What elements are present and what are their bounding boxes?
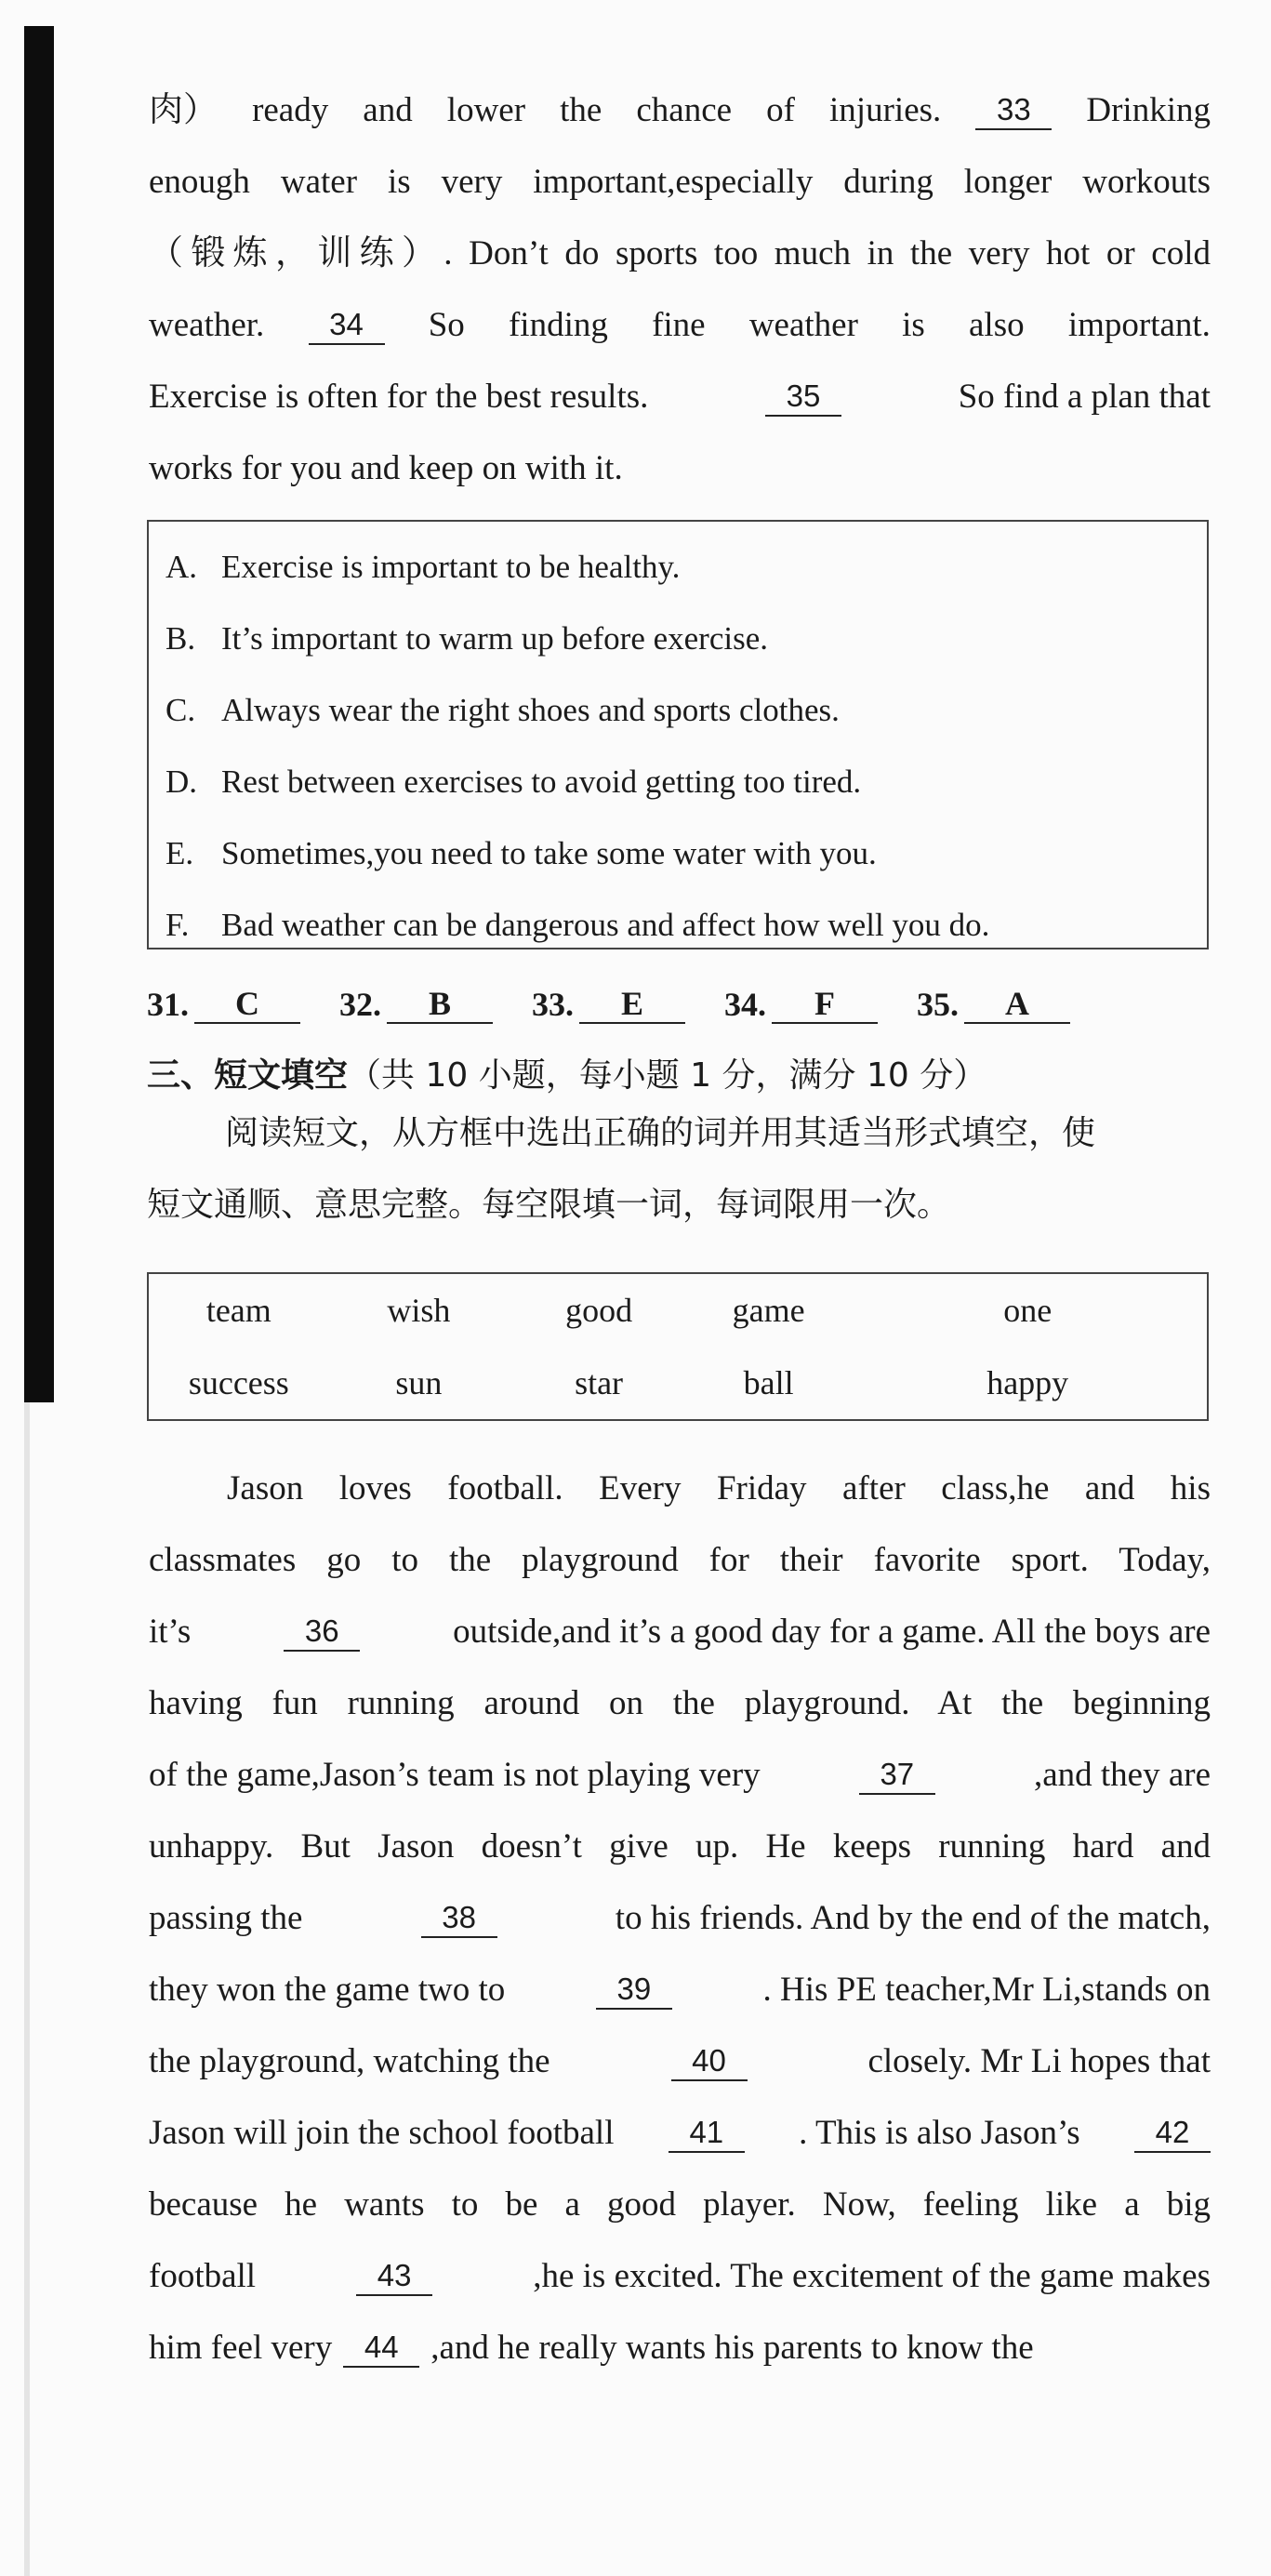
text-segment: lower [446,91,526,129]
passage-1 [149,74,1211,504]
text-segment: football [149,2257,257,2295]
text-segment: passing the [149,1899,303,1937]
answer-value[interactable]: E [579,985,685,1024]
word-bank-word: happy [986,1364,1069,1401]
option-text: Always wear the right shoes and sports clothes. [221,691,840,728]
answer-number: 31. [147,986,189,1023]
text-segment: unhappy. But Jason doesn’t give up. He keeps running hard and [149,1827,1211,1866]
text-line [149,2169,1211,2240]
answer-value[interactable]: C [194,985,300,1024]
text-segment: fine [652,306,706,344]
text-line [149,1739,1211,1811]
option-text: Rest between exercises to avoid getting too tired. [221,763,862,800]
text-segment: 肉） [149,91,218,129]
answer-blank[interactable]: 37 [859,1756,935,1795]
text-line [149,1596,1211,1667]
option-text: Exercise is important to be healthy. [221,548,681,585]
answer-blank[interactable]: 33 [975,91,1052,130]
text-line [149,1811,1211,1882]
text-segment: they won the game two to [149,1971,506,2009]
answer-number: 33. [532,986,574,1023]
text-segment: So find a plan that [958,378,1211,416]
answer-item [724,985,878,1024]
text-segment: ,and they are [1033,1756,1211,1794]
text-segment: the [560,91,602,129]
word-bank-word: one [1003,1292,1053,1329]
text-segment: classmates go to the playground for their favorite sport. Today, [149,1541,1211,1579]
text-segment: outside,and it’s a good day for a game. All the boys are [453,1613,1211,1651]
word-bank-word: ball [743,1364,794,1401]
binding-edge [24,26,54,1402]
binding-shadow [24,1402,30,2576]
option-letter: F. [165,906,190,943]
word-bank-word: game [732,1292,805,1329]
text-segment: ,he is excited. The excitement of the game makes [533,2257,1211,2295]
answer-blank[interactable]: 35 [765,378,841,417]
option-letter: E. [165,834,194,871]
text-line [149,2240,1211,2312]
text-segment: having fun running around on the playground. At the beginning [149,1684,1211,1722]
option-item [149,746,1207,817]
option-letter: C. [165,691,196,728]
word-bank-row [149,1274,1207,1347]
option-item [149,889,1207,961]
text-segment: Exercise is often for the best results. [149,378,649,416]
text-segment: chance [636,91,733,129]
word-bank-row [149,1347,1207,1419]
text-segment: . His PE teacher,Mr Li,stands on [762,1971,1211,2009]
instruction-line-2: 短文通顺、意思完整。每空限填一词，每词限用一次。 [147,1186,951,1224]
answer-blank[interactable]: 41 [669,2114,745,2153]
text-segment: injuries. [829,91,942,129]
text-segment: it’s [149,1613,192,1651]
word-bank-word: sun [395,1364,443,1401]
answer-item [339,985,493,1024]
answer-blank[interactable]: 36 [284,1613,360,1652]
word-bank-word: wish [387,1292,451,1329]
answer-number: 34. [724,986,766,1023]
answer-row [147,972,1209,1037]
text-line [149,361,1211,432]
word-bank-word: good [565,1292,633,1329]
answer-blank[interactable]: 39 [596,1971,672,2010]
text-segment: Drinking [1086,91,1211,129]
text-line [149,74,1211,146]
text-segment: enough water is very important,especially during longer workouts [149,163,1211,201]
option-text: Bad weather can be dangerous and affect how well you do. [221,906,990,943]
text-segment: him feel very [149,2329,333,2367]
word-bank-box [147,1272,1209,1421]
answer-blank[interactable]: 40 [671,2042,748,2081]
text-segment: also [969,306,1025,344]
answer-blank[interactable]: 42 [1134,2114,1211,2153]
word-bank-word: success [188,1364,289,1401]
text-line [149,1882,1211,1954]
options-box [147,520,1209,949]
text-line [149,1954,1211,2025]
section-3-heading [147,1049,986,1096]
answer-blank[interactable]: 43 [356,2257,432,2296]
option-letter: B. [165,619,196,657]
text-segment: to his friends. And by the end of the match, [615,1899,1211,1937]
answer-number: 35. [917,986,959,1023]
answer-value[interactable]: B [387,985,493,1024]
answer-number: 32. [339,986,381,1023]
text-segment: . This is also Jason’s [799,2114,1080,2152]
option-letter: D. [165,763,198,800]
option-text: It’s important to warm up before exercise. [221,619,768,657]
text-segment: of the game,Jason’s team is not playing very [149,1756,761,1794]
option-text: Sometimes,you need to take some water with you. [221,834,877,871]
text-line [149,2025,1211,2097]
answer-value[interactable]: F [772,985,878,1024]
answer-item [532,985,685,1024]
text-segment: Jason loves football. Every Friday after class,he and his [227,1469,1211,1507]
text-segment: ready [252,91,329,129]
text-line [149,1524,1211,1596]
text-segment: （锻炼，训练）. Don’t do sports too much in the very hot or cold [149,234,1211,272]
text-segment: works for you and keep on with it. [149,449,623,487]
text-segment: Jason will join the school football [149,2114,615,2152]
text-segment: because he wants to be a good player. Now, feeling like a big [149,2185,1211,2224]
text-line [149,1453,1211,1524]
option-item [149,531,1207,603]
option-item [149,817,1207,889]
section-3-title: 三、短文填空 [147,1056,349,1095]
answer-blank[interactable]: 34 [309,306,385,345]
text-segment: and [363,91,413,129]
text-line [149,218,1211,289]
answer-blank[interactable]: 44 [343,2329,419,2368]
text-segment: of [766,91,795,129]
option-item [149,603,1207,674]
text-segment: ,and he really wants his parents to know the [430,2329,1034,2367]
text-line [149,432,1211,504]
text-line [149,289,1211,361]
section-3-subtitle: （共 10 小题，每小题 1 分，满分 10 分） [348,1056,987,1095]
passage-2 [149,1453,1211,2383]
text-line [149,1667,1211,1739]
answer-blank[interactable]: 38 [421,1899,497,1938]
word-bank-word: star [575,1364,624,1401]
text-segment: weather [748,306,858,344]
text-segment: the playground, watching the [149,2042,550,2080]
text-line [149,146,1211,218]
text-segment: weather. [149,306,265,344]
answer-item [917,985,1070,1024]
answer-item [147,985,300,1024]
text-line [149,2097,1211,2169]
text-line [149,2312,1211,2383]
word-bank-word: team [205,1292,271,1329]
answer-value[interactable]: A [964,985,1070,1024]
instruction-line-1: 阅读短文，从方框中选出正确的词并用其适当形式填空，使 [225,1114,1096,1152]
text-segment: closely. Mr Li hopes that [867,2042,1211,2080]
text-segment: So [428,306,465,344]
text-segment: important. [1067,306,1211,344]
option-item [149,674,1207,746]
text-segment: finding [508,306,608,344]
text-segment: is [902,306,925,344]
option-letter: A. [165,548,198,585]
